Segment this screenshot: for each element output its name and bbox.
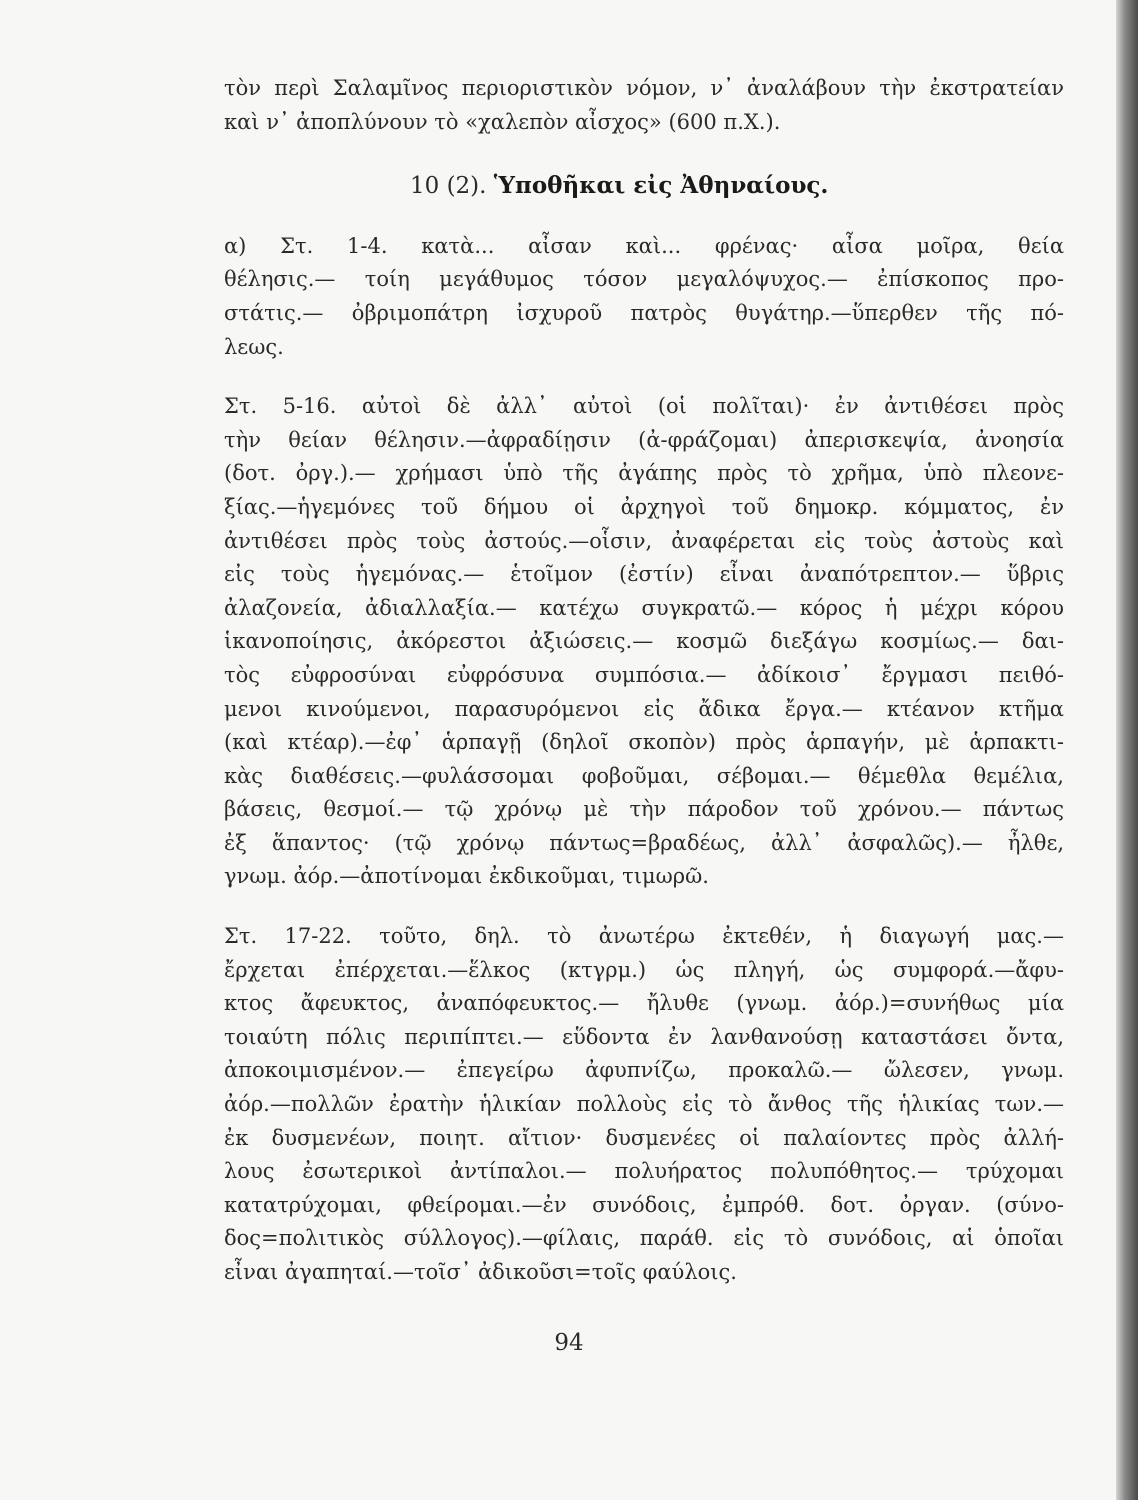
text-line: γνωμ. ἀόρ.—ἀποτίνομαι ἐκδικοῦμαι, τιμωρῶ. (224, 864, 709, 889)
text-line: ἐκ δυσμενέων, ποιητ. αἴτιον· δυσμενέες οἱ παλαίοντες πρὸς ἀλλή- (224, 1125, 1064, 1150)
text-line: ἀόρ.—πολλῶν ἐρατὴν ἡλικίαν πολλοὺς εἰς τὸ ἄνθος τῆς ἡλικίας των.— (224, 1092, 1064, 1117)
page-edge-shadow (1116, 0, 1138, 1500)
page-body (224, 72, 1064, 1290)
section-title (224, 169, 1064, 204)
text-line: θέλησις.— τοίη μεγάθυμος τόσον μεγαλόψυχος.— ἐπίσκοπος προ- (224, 267, 1064, 292)
text-line: κὰς διαθέσεις.—φυλάσσομαι φοβοῦμαι, σέβομαι.— θέμεθλα θεμέλια, (224, 763, 1064, 788)
text-line: τοιαύτη πόλις περιπίπτει.— εὕδοντα ἐν λανθανούσῃ καταστάσει ὄντα, (224, 1024, 1064, 1049)
intro-paragraph (224, 72, 1064, 139)
text-line: εἶναι ἀγαπηταί.—τοῖσ᾿ ἀδικοῦσι=τοῖς φαύλοις. (224, 1260, 737, 1284)
text-line: τὸν περὶ Σαλαμῖνος περιοριστικὸν νόμον, ν᾿ ἀναλάβουν τὴν ἐκστρατείαν (224, 76, 1064, 100)
text-line: καὶ ν᾿ ἀποπλύνουν τὸ «χαλεπὸν αἶσχος» (600 π.Χ.). (224, 109, 781, 134)
text-line: ἐξ ἅπαντος· (τῷ χρόνῳ πάντως=βραδέως, ἀλλ᾿ ἀσφαλῶς).— ἦλθε, (224, 830, 1064, 855)
text-line: ἱκανοποίησις, ἀκόρεστοι ἀξιώσεις.— κοσμῶ διεξάγω κοσμίως.— δαι- (224, 629, 1064, 654)
text-line: (δοτ. ὀργ.).— χρήμασι ὑπὸ τῆς ἀγάπης πρὸς τὸ χρῆμα, ὑπὸ πλεονε- (224, 461, 1064, 486)
text-line: βάσεις, θεσμοί.— τῷ χρόνῳ μὲ τὴν πάροδον τοῦ χρόνου.— πάντως (224, 797, 1064, 822)
text-line: α) Στ. 1-4. κατὰ... αἶσαν καὶ... φρένας· αἶσα μοῖρα, θεία (224, 233, 1064, 258)
text-line: ἀλαζονεία, ἀδιαλλαξία.— κατέχω συγκρατῶ.— κόρος ἡ μέχρι κόρου (224, 595, 1064, 620)
text-line: λεως. (224, 334, 284, 359)
text-line: τὴν θείαν θέλησιν.—ἀφραδίῃσιν (ἀ-φράζομαι) ἀπερισκεψία, ἀνοησία (224, 427, 1064, 452)
text-line: ἀντιθέσει πρὸς τοὺς ἀστούς.—οἷσιν, ἀναφέρεται εἰς τοὺς ἀστοὺς καὶ (224, 528, 1064, 553)
text-line: Στ. 5-16. αὐτοὶ δὲ ἀλλ᾿ αὐτοὶ (οἱ πολῖται)· ἐν ἀντιθέσει πρὸς (224, 394, 1064, 419)
text-line: τὸς εὐφροσύναι εὐφρόσυνα συμπόσια.— ἀδίκοισ᾿ ἔργμασι πειθό- (224, 662, 1064, 687)
text-line: ἀποκοιμισμένον.— ἐπεγείρω ἀφυπνίζω, προκαλῶ.— ὤλεσεν, γνωμ. (224, 1058, 1064, 1083)
text-line: εἰς τοὺς ἡγεμόνας.— ἑτοῖμον (ἐστίν) εἶναι ἀναπότρεπτον.— ὕβρις (224, 562, 1064, 587)
page-number: 94 (554, 1330, 584, 1356)
text-line: (καὶ κτέαρ).—ἐφ᾿ ἁρπαγῇ (δηλοῖ σκοπὸν) πρὸς ἁρπαγήν, μὲ ἁρπακτι- (224, 730, 1064, 755)
title-text: Ὑποθῆκαι εἰς Ἀθηναίους. (493, 172, 829, 200)
text-line: δος=πολιτικὸς σύλλογος).—φίλαις, παράθ. εἰς τὸ συνόδοις, αἱ ὁποῖαι (224, 1226, 1064, 1251)
section-lines-17-22 (224, 920, 1064, 1290)
text-line: Στ. 17-22. τοῦτο, δηλ. τὸ ἀνωτέρω ἐκτεθέν, ἡ διαγωγή μας.— (224, 924, 1064, 949)
section-lines-5-16 (224, 390, 1064, 894)
text-line: λους ἐσωτερικοὶ ἀντίπαλοι.— πολυήρατος πολυπόθητος.— τρύχομαι (224, 1159, 1064, 1184)
text-line: στάτις.— ὀβριμοπάτρη ἰσχυροῦ πατρὸς θυγάτηρ.—ὕπερθεν τῆς πό- (224, 300, 1064, 325)
text-line: μενοι κινούμενοι, παρασυρόμενοι εἰς ἄδικα ἔργα.— κτέανον κτῆμα (224, 696, 1064, 721)
title-number: 10 (2). (410, 173, 487, 200)
text-line: κατατρύχομαι, φθείρομαι.—ἐν συνόδοις, ἐμπρόθ. δοτ. ὀργαν. (σύνο- (224, 1192, 1064, 1217)
section-lines-1-4 (224, 230, 1064, 364)
text-line: κτος ἄφευκτος, ἀναπόφευκτος.— ἤλυθε (γνωμ. ἀόρ.)=συνήθως μία (224, 991, 1064, 1016)
text-line: ξίας.—ἡγεμόνες τοῦ δήμου οἱ ἀρχηγοὶ τοῦ δημοκρ. κόμματος, ἐν (224, 494, 1064, 519)
text-line: ἔρχεται ἐπέρχεται.—ἕλκος (κτγρμ.) ὡς πληγή, ὡς συμφορά.—ἄφυ- (224, 957, 1064, 982)
